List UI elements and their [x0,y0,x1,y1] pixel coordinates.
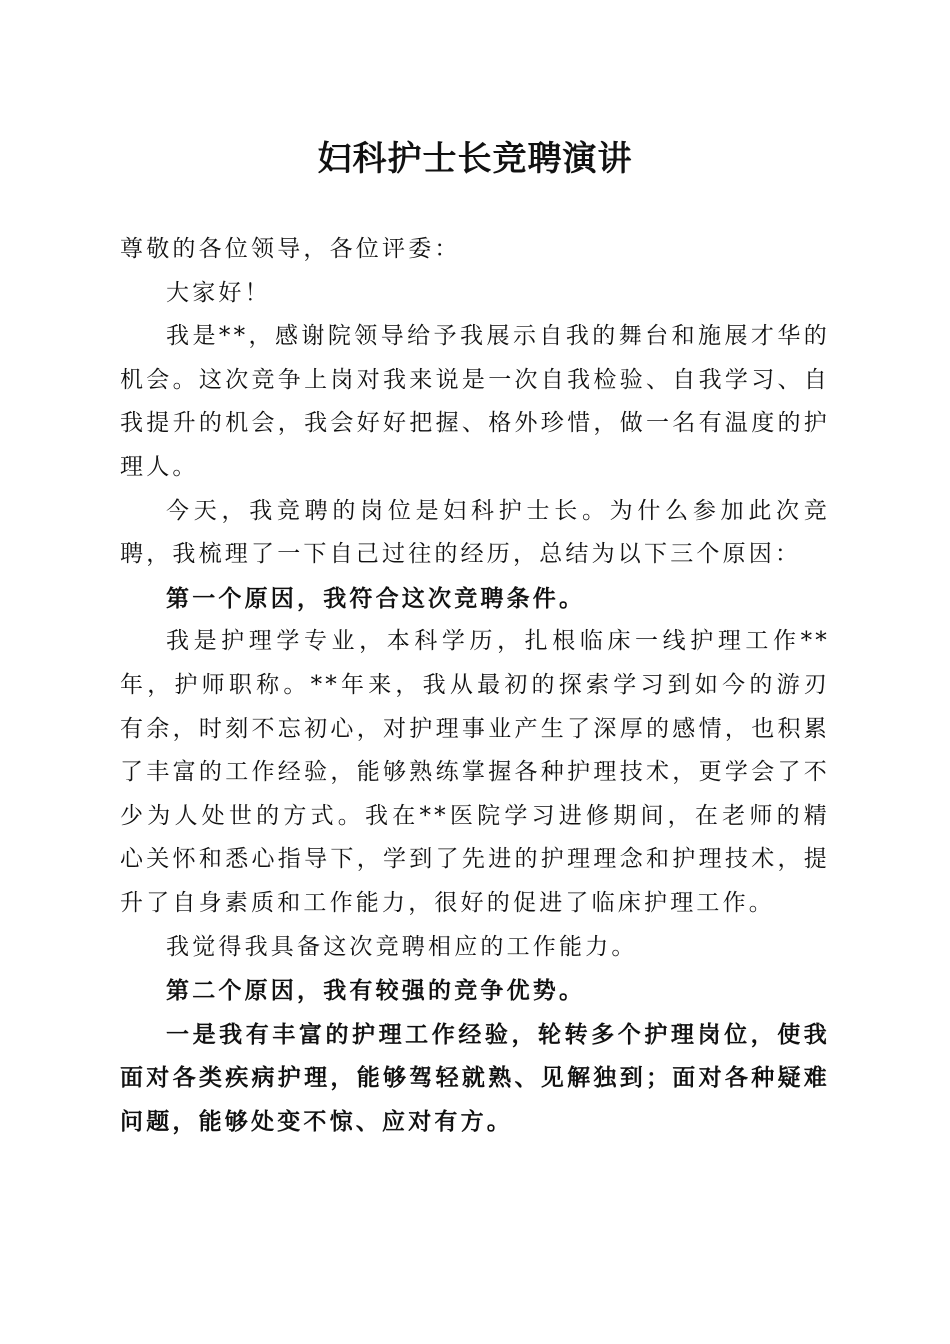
paragraph-advantage-one: 一是我有丰富的护理工作经验，轮转多个护理岗位，使我面对各类疾病护理，能够驾轻就熟、见解独到；面对各种疑难问题，能够处变不惊、应对有方。 [120,1020,830,1135]
document-title: 妇科护士长竞聘演讲 [317,139,633,179]
salutation: 尊敬的各位领导，各位评委： [120,236,461,262]
greeting: 大家好！ [166,279,271,306]
heading-reason-two: 第二个原因，我有较强的竞争优势。 [166,977,586,1005]
document-body [120,228,830,1143]
paragraph-intro: 我是**，感谢院领导给予我展示自我的舞台和施展才华的机会。这次竞争上岗对我来说是一次自我检验、自我学习、自我提升的机会，我会好好把握、格外珍惜，做一名有温度的护理人。 [120,323,830,480]
paragraph-qualifications: 我是护理学专业，本科学历，扎根临床一线护理工作**年，护师职称。**年来，我从最初的探索学习到如今的游刃有余，时刻不忘初心，对护理事业产生了深厚的感情，也积累了丰富的工作经验，能够熟练掌握各种护理技术，更学会了不少为人处世的方式。我在**医院学习进修期间，在老师的精心关怀和悉心指导下，学到了先进的护理理念和护理技术，提升了自身素质和工作能力，很好的促进了临床护理工作。 [120,628,830,916]
paragraph-position: 今天，我竞聘的岗位是妇科护士长。为什么参加此次竞聘，我梳理了一下自己过往的经历，总结为以下三个原因： [120,497,830,568]
paragraph-ability: 我觉得我具备这次竞聘相应的工作能力。 [166,933,638,960]
heading-reason-one: 第一个原因，我符合这次竞聘条件。 [166,584,586,612]
